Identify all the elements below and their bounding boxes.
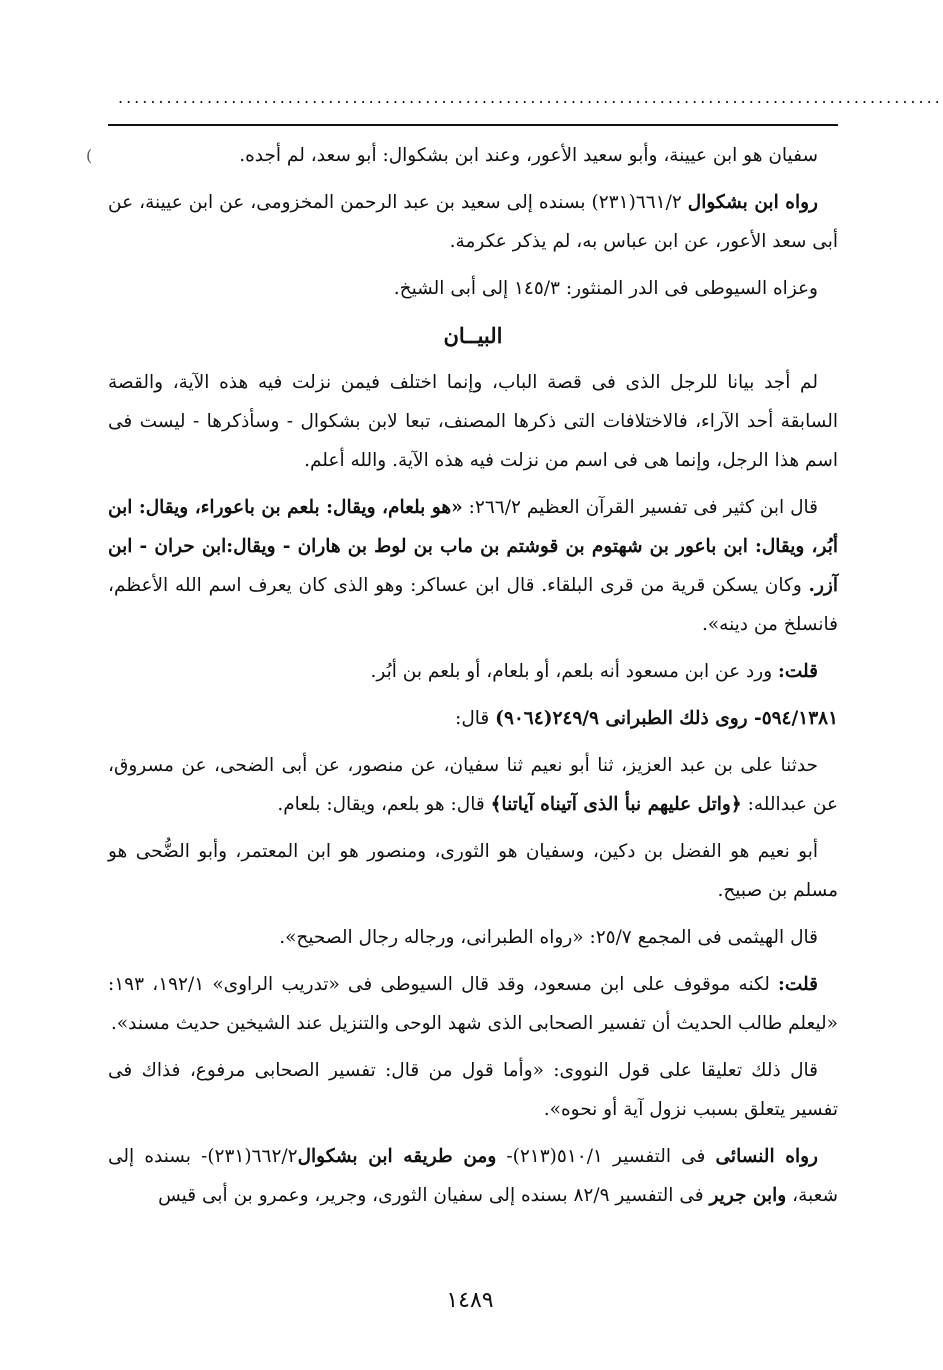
hadith-number-tail: قال: (455, 708, 496, 729)
source-label-4: وابن جرير (709, 1185, 787, 1206)
paragraph-13-part-c: فى التفسير ٨٢/٩ بسنده إلى سفيان الثورى، وجرير، وعمرو بن أبى قيس (158, 1185, 710, 1206)
paragraph-6 (108, 652, 838, 691)
paragraph-13-part-b: ٦٦٢/٢(٢٣١)- بسنده إلى شعبة، (108, 1146, 838, 1206)
note-label-2: قلت: (778, 974, 819, 995)
paragraph-4 (108, 363, 838, 480)
source-label-2: رواه النسائى (715, 1146, 818, 1167)
paragraph-4-text: لم أجد بيانا للرجل الذى فى قصة الباب، وإنما اختلف فيمن نزلت فيه هذه الآية، والقصة السابقة أحد الآراء، فالاختلافات التى ذكرها المصنف، تبعا لابن بشكوال - وسأذكرها - ليست فى اسم هذا الرجل، وإنما هى فى اسم من نزلت فيه هذه الآية. والله أعلم. (108, 372, 838, 471)
paragraph-8 (108, 746, 838, 824)
paragraph-12 (108, 1051, 838, 1129)
paragraph-3-text: وعزاه السيوطى فى الدر المنثور: ١٤٥/٣ إلى أبى الشيخ. (393, 278, 818, 299)
paragraph-11 (108, 965, 838, 1043)
paragraph-9 (108, 832, 838, 910)
page-body (108, 136, 838, 1223)
section-heading: البيــان (443, 323, 503, 348)
paragraph-13 (108, 1137, 838, 1215)
paragraph-10 (108, 918, 838, 957)
hadith-number: ٥٩٤/١٣٨١- روى ذلك الطبرانى ٢٤٩/٩(٩٠٦٤) (495, 708, 838, 729)
paragraph-3 (108, 269, 838, 308)
source-label: رواه ابن بشكوال (687, 192, 818, 213)
paragraph-6-text: ورد عن ابن مسعود أنه بلعم، أو بلعام، أو بلعم بن أبُر. (370, 661, 779, 682)
paragraph-10-text: قال الهيثمى فى المجمع ٢٥/٧: «رواه الطبرانى، ورجاله رجال الصحيح». (279, 927, 818, 948)
paragraph-5-quote: «هو بلعام، ويقال: بلعم بن باعوراء، ويقال: ابن أبُر، ويقال: ابن باعور بن شهتوم بن قوشتم بن ماب بن لوط بن هاران - ويقال:ابن حران - ابن آزر. (108, 497, 838, 596)
paragraph-2 (108, 183, 838, 261)
dotted-separator: ...................................................................................................... (118, 88, 943, 107)
paragraph-5-rest: وكان يسكن قرية من قرى البلقاء. قال ابن عساكر: وهو الذى كان يعرف اسم الله الأعظم، فانسلخ من دينه». (108, 575, 838, 635)
paragraph-5 (108, 488, 838, 644)
source-label-3: ومن طريقه ابن بشكوال (297, 1146, 497, 1167)
paragraph-12-text: قال ذلك تعليقا على قول النووى: «وأما قول من قال: تفسير الصحابى مرفوع، فذاك فى تفسير يتعلق بسبب نزول آية أو نحوه». (108, 1060, 838, 1120)
isnad-text: حدثنا على بن عبد العزيز، ثنا أبو نعيم ثنا سفيان، عن منصور، عن أبى الضحى، عن مسروق، عن عبدالله: (108, 755, 838, 815)
note-label: قلت: (778, 661, 818, 682)
quran-verse: ﴿واتل عليهم نبأ الذى آتيناه آياتنا﴾ (490, 794, 742, 815)
paragraph-13-part-a: فى التفسير ٥١٠/١(٢١٣)- (496, 1146, 716, 1167)
page-number: ١٤٨٩ (446, 1288, 494, 1313)
paragraph-1-text: سفيان هو ابن عيينة، وأبو سعيد الأعور، وعند ابن بشكوال: أبو سعد، لم أجده. (239, 145, 818, 166)
header-rule (108, 124, 838, 126)
paragraph-8-rest: قال: هو بلعم، ويقال: بلعام. (277, 794, 491, 815)
paragraph-5-intro: قال ابن كثير فى تفسير القرآن العظيم ٢٦٦/٢: (462, 497, 819, 518)
paragraph-1 (108, 136, 838, 175)
paragraph-2-text: ٦٦١/٢(٢٣١) بسنده إلى سعيد بن عبد الرحمن المخزومى، عن ابن عيينة، عن أبى سعد الأعور، عن ابن عباس به، لم يذكر عكرمة. (108, 192, 838, 252)
margin-mark: ( (86, 146, 93, 165)
hadith-number-line (108, 699, 838, 738)
paragraph-9-text: أبو نعيم هو الفضل بن دكين، وسفيان هو الثورى، ومنصور هو ابن المعتمر، وأبو الضُّحى هو مسلم بن صبيح. (108, 841, 838, 901)
paragraph-11-text: لكنه موقوف على ابن مسعود، وقد قال السيوطى فى «تدريب الراوى» ١٩٢/١، ١٩٣: «ليعلم طالب الحديث أن تفسير الصحابى الذى شهد الوحى والتنزيل عند الشيخين حديث مسند». (108, 974, 838, 1034)
